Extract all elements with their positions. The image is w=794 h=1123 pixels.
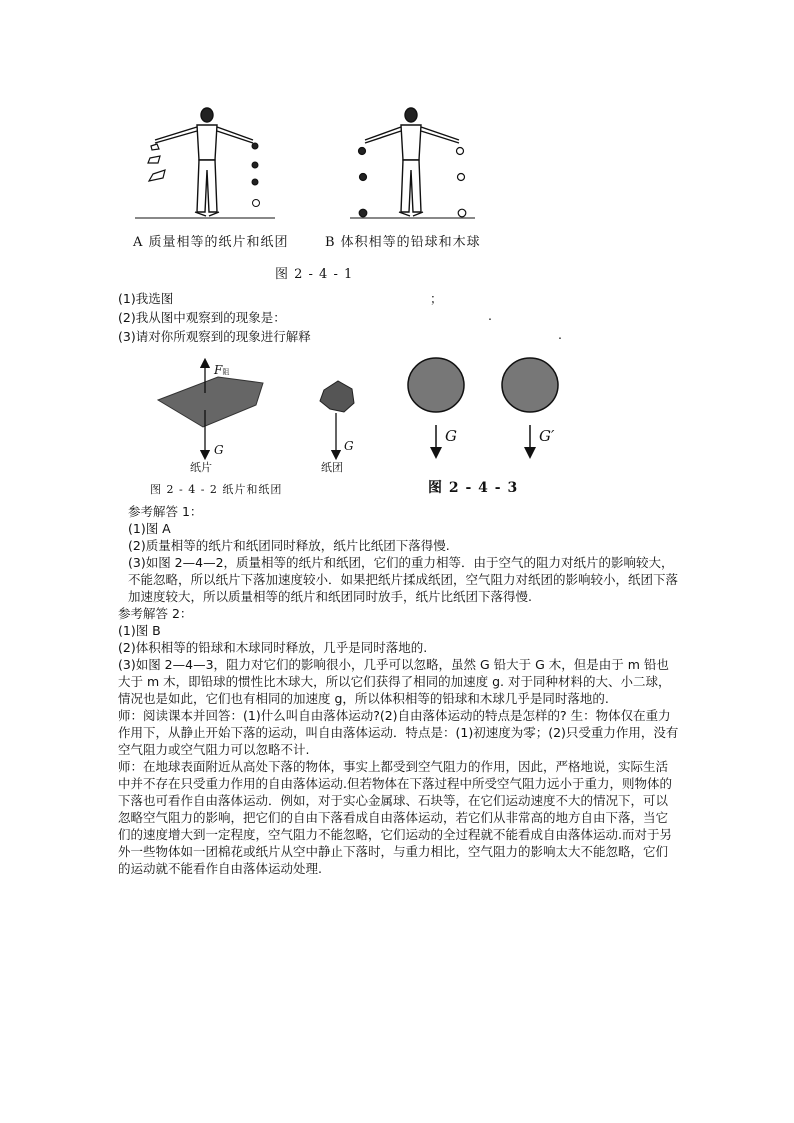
figure-2-4-2-and-2-4-3 [148,355,578,500]
g-label-paper: G [214,443,224,457]
caption-b: B 体积相等的铅球和木球 [325,235,481,250]
dialogue-paragraph-1: 师：阅读课本并回答：(1)什么叫自由落体运动?(2)自由落体运动的特点是怎样的? 生：物体仅在重力作用下，从静止开始下落的运动，叫自由落体运动．特点是：(1)初速度为零；(2)只受重力作用，没有空气阻力或空气阻力可以忽略不计. [118,708,679,757]
figure-title-2-4-1: 图 2 - 4 - 1 [275,267,354,282]
answer1-heading: 参考解答 1： [128,504,203,519]
figure-2-4-1 [115,100,505,290]
paper-sheet-shape [158,377,263,427]
question-1-end: ； [430,291,443,306]
question-2-end: . [488,308,492,323]
label-paper: 纸片 [190,461,212,474]
lead-ball [408,358,464,412]
dialogue-paragraph-2: 师：在地球表面附近从高处下落的物体，事实上都受到空气阻力的作用，因此，严格地说，实际生活中并不存在只受重力作用的自由落体运动.但若物体在下落过程中所受空气阻力远小于重力，则物体的下落也可看作自由落体运动．例如，对于实心金属球、石块等，在它们运动速度不大的情况下，可以忽略空气阻力的影响，把它们的自由下落看成自由落体运动，若它们从非常高的地方自由下落，当它们的速度增大到一定程度，空气阻力不能忽略，它们运动的全过程就不能看成自由落体运动.而对于另外一些物体如一团棉花或纸片从空中静止下落时，与重力相比，空气阻力的影响太大不能忽略，它们的运动就不能看作自由落体运动处理. [118,759,672,876]
answer1-line3: (3)如图 2—4—2，质量相等的纸片和纸团，它们的重力相等．由于空气的阻力对纸片的影响较大，不能忽略，所以纸片下落加速度较小．如果把纸片揉成纸团，空气阻力对纸团的影响较小，纸团下落加速度较大，所以质量相等的纸片和纸团同时放手，纸片比纸团下落得慢. [128,555,679,604]
g-label-lead: G [445,427,457,445]
answer1-line2: (2)质量相等的纸片和纸团同时释放，纸片比纸团下落得慢. [128,538,450,553]
g-label-ball: G [344,439,354,453]
label-paper-ball: 纸团 [321,461,343,474]
g-label-wood: G′ [539,427,555,445]
caption-a: A 质量相等的纸片和纸团 [133,235,289,250]
caption-2-4-2: 图 2 - 4 - 2 纸片和纸团 [150,483,283,496]
force-label-sub: 阻 [222,368,230,376]
question-2: (2)我从图中观察到的现象是： [118,310,286,325]
falling-paper-ball [252,143,260,207]
question-3-end: . [558,327,562,342]
wood-ball [502,358,558,412]
answer2-line2: (2)体积相等的铅球和木球同时释放，几乎是同时落地的. [118,640,428,655]
question-3: (3)请对你所观察到的现象进行解释 [118,329,311,344]
force-label-main: F [214,363,223,377]
answer2-line3: (3)如图 2—4—3，阻力对它们的影响很小，几乎可以忽略，虽然 G 铅大于 G 木，但是由于 m 铅也大于 m 木，即铅球的惯性比木球大，所以它们获得了相同的加速度 g. 对于同种材料的大、小二球，情况也是如此，它们也有相同的加速度 g，所以体积相等的铅球和木球几乎是同时落地的. [118,657,671,706]
force-label [214,363,229,377]
answer-body [118,503,680,877]
question-1: (1)我选图 [118,291,174,306]
answer1-line1: (1)图 A [128,521,171,536]
answer2-line1: (1)图 B [118,623,161,638]
person-b [365,108,459,216]
paper-ball-shape [320,381,354,412]
person-a [155,108,253,216]
falling-paper [148,144,165,181]
answer2-heading: 参考解答 2： [118,606,193,621]
figure-2-4-1-illustration [115,100,505,290]
caption-2-4-3: 图 2 - 4 - 3 [428,480,519,496]
